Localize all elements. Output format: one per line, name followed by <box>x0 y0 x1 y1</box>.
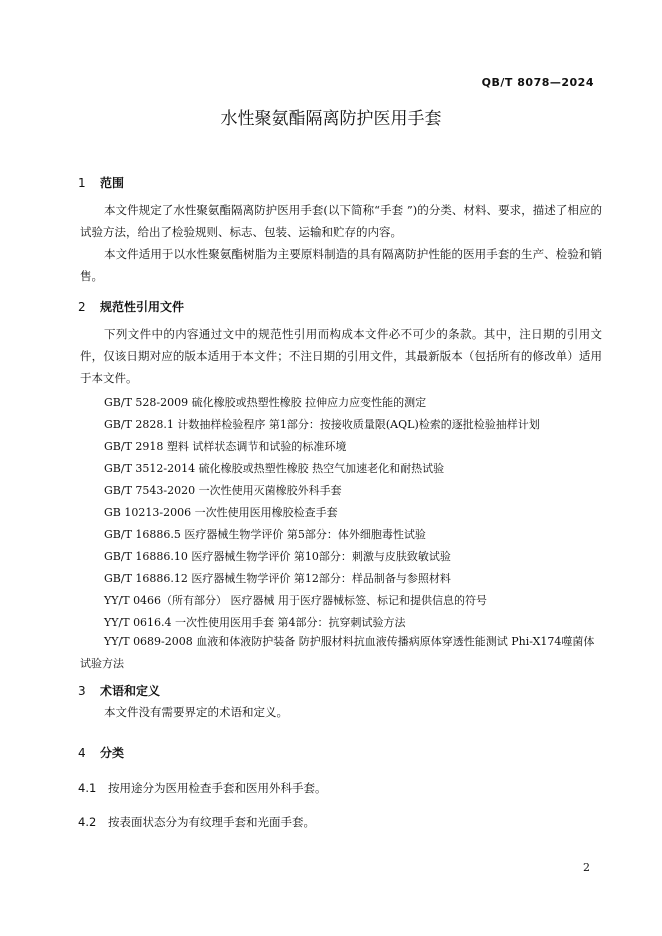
reference-item: GB/T 16886.5 医疗器械生物学评价 第5部分：体外细胞毒性试验 <box>104 528 426 541</box>
section-1-paragraph-2: 本文件适用于以水性聚氨酯树脂为主要原料制造的具有隔离防护性能的医用手套的生产、检验和销售。 <box>80 247 602 283</box>
section-2-intro: 下列文件中的内容通过文中的规范性引用而构成本文件必不可少的条款。其中，注日期的引用文件，仅该日期对应的版本适用于本文件；不注日期的引用文件，其最新版本（包括所有的修改单）适用于本文件。 <box>80 327 602 385</box>
reference-item: GB/T 16886.10 医疗器械生物学评价 第10部分：刺激与皮肤致敏试验 <box>104 550 451 563</box>
page-number: 2 <box>583 861 590 874</box>
reference-item: GB/T 16886.12 医疗器械生物学评价 第12部分：样品制备与参照材料 <box>104 572 451 585</box>
section-3-heading <box>78 682 160 699</box>
section-1-heading <box>78 174 124 191</box>
reference-item: YY/T 0616.4 一次性使用医用手套 第4部分：抗穿刺试验方法 <box>104 616 406 629</box>
section-3-text: 本文件没有需要界定的术语和定义。 <box>104 705 288 719</box>
reference-item: GB/T 2828.1 计数抽样检验程序 第1部分：按接收质量限(AQL)检索的逐批检验抽样计划 <box>104 418 540 431</box>
clause-4-1 <box>78 780 327 796</box>
clause-4-2 <box>78 814 315 830</box>
section-number: 4 <box>78 746 86 760</box>
section-number: 3 <box>78 684 86 698</box>
section-4-heading <box>78 744 124 761</box>
reference-item: GB/T 2918 塑料 试样状态调节和试验的标准环境 <box>104 440 347 453</box>
section-number: 2 <box>78 300 86 314</box>
section-number: 1 <box>78 176 86 190</box>
clause-text: 按表面状态分为有纹理手套和光面手套。 <box>108 815 315 829</box>
reference-item: YY/T 0466（所有部分） 医疗器械 用于医疗器械标签、标记和提供信息的符号 <box>104 594 488 607</box>
reference-item-wrapped: YY/T 0689-2008 血液和体液防护装备 防护服材料抗血液传播病原体穿透性能测试 Phi-X174噬菌体试验方法 <box>80 635 595 670</box>
reference-item: GB/T 528-2009 硫化橡胶或热塑性橡胶 拉伸应力应变性能的测定 <box>104 396 427 409</box>
clause-number: 4.1 <box>78 781 97 795</box>
section-title: 规范性引用文件 <box>100 300 185 314</box>
reference-item: GB 10213-2006 一次性使用医用橡胶检查手套 <box>104 506 338 519</box>
section-1-paragraph-1: 本文件规定了水性聚氨酯隔离防护医用手套(以下简称“手套 ”)的分类、材料、要求，描述了相应的试验方法，给出了检验规则、标志、包装、运输和贮存的内容。 <box>80 203 602 239</box>
document-title: 水性聚氨酯隔离防护医用手套 <box>220 109 442 129</box>
reference-item: GB/T 7543-2020 一次性使用灭菌橡胶外科手套 <box>104 484 342 497</box>
reference-item: GB/T 3512-2014 硫化橡胶或热塑性橡胶 热空气加速老化和耐热试验 <box>104 462 445 475</box>
clause-text: 按用途分为医用检查手套和医用外科手套。 <box>108 781 327 795</box>
section-2-heading <box>78 298 184 315</box>
clause-number: 4.2 <box>78 815 97 829</box>
section-title: 范围 <box>100 176 125 190</box>
section-title: 分类 <box>100 746 125 760</box>
section-title: 术语和定义 <box>100 684 161 698</box>
standard-code: QB/T 8078—2024 <box>481 76 594 89</box>
